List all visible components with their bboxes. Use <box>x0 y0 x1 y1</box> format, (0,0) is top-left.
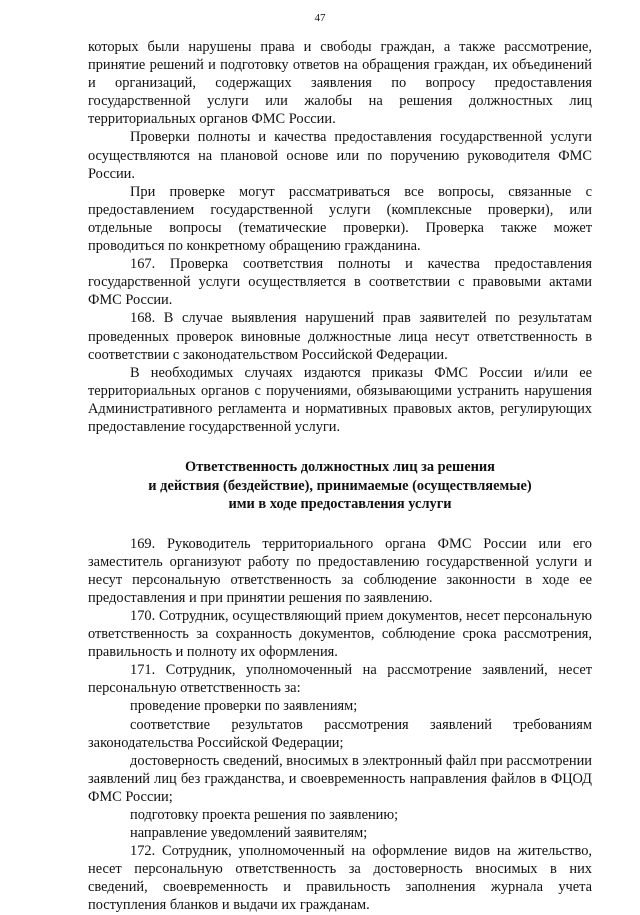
list-item-compliance: соответствие результатов рассмотрения заявлений требованиям законодательства Российской Федерации; <box>88 716 592 751</box>
paragraph-172: 172. Сотрудник, уполномоченный на оформление видов на жительство, несет персональную ответственность за достоверность вносимых в них сведений, своевременность и правильность заполнения журнала учета поступления бланков и выдачи их гражданам. <box>88 843 592 914</box>
list-item-notifications: направление уведомлений заявителям; <box>130 825 368 842</box>
paragraph-169: 169. Руководитель территориального органа ФМС России или его заместитель организуют работу по предоставлению государственной услуги и несут персональную ответственность за соблюдение законности в ходе ее предоставления и при принятии решения по заявлению. <box>88 535 592 606</box>
document-body <box>88 38 592 915</box>
paragraph-continuation: которых были нарушены права и свободы граждан, а также рассмотрение, принятие решений и подготовку ответов на обращения граждан, их объединений и организаций, содержащих заявления по вопросу предоставления государственной услуги или жалобы на решения должностных лиц территориальных органов ФМС России. <box>88 39 592 128</box>
paragraph-171: 171. Сотрудник, уполномоченный на рассмотрение заявлений, несет персональную ответственность за: <box>88 662 592 697</box>
paragraph-checks-scope: При проверке могут рассматриваться все вопросы, связанные с предоставлением государственной услуги (комплексные проверки), или отдельные вопросы (тематические проверки). Проверка также может проводиться по конкретному обращению гражданина. <box>88 183 592 255</box>
section-heading-line: ими в ходе предоставления услуги <box>228 496 452 513</box>
list-item-draft-decision: подготовку проекта решения по заявлению; <box>130 806 399 823</box>
paragraph-orders: В необходимых случаях издаются приказы ФМС России и/или ее территориальных органов с поручениями, обязывающими устранить нарушения Административного регламента и нормативных правовых актов, регулирующих предоставление государственной услуги. <box>88 364 592 435</box>
paragraph-170: 170. Сотрудник, осуществляющий прием документов, несет персональную ответственность за сохранность документов, соблюдение срока рассмотрения, правильность и полноту их оформления. <box>88 607 592 661</box>
paragraph-167: 167. Проверка соответствия полноты и качества предоставления государственной услуги осуществляется в соответствии с правовыми актами ФМС России. <box>88 256 592 309</box>
section-heading <box>88 458 592 514</box>
list-item-accuracy: достоверность сведений, вносимых в электронный файл при рассмотрении заявлений лиц без гражданства, и своевременность направления файлов в ФЦОД ФМС России; <box>88 752 592 805</box>
section-heading-line: и действия (бездействие), принимаемые (осуществляемые) <box>148 477 532 494</box>
section-heading-line: Ответственность должностных лиц за решения <box>185 459 495 476</box>
page-number: 47 <box>314 12 326 24</box>
paragraph-checks-basis: Проверки полноты и качества предоставления государственной услуги осуществляются на плановой основе или по поручению руководителя ФМС России. <box>88 129 592 182</box>
list-item-checks: проведение проверки по заявлениям; <box>130 698 358 715</box>
paragraph-168: 168. В случае выявления нарушений прав заявителей по результатам проведенных проверок виновные должностные лица несут ответственность в соответствии с законодательством Российской Федерации. <box>88 310 592 363</box>
